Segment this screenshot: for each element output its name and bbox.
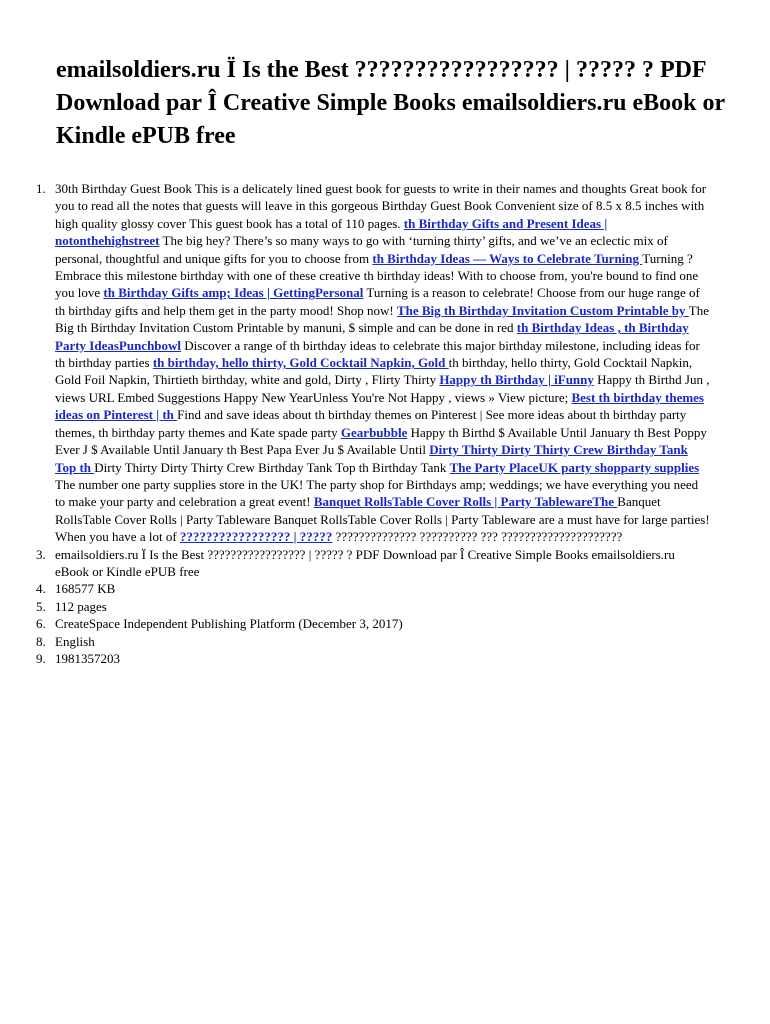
description-text: th birthday, hello thirty, Gold Cocktail Napkin, Gold Foil Napkin, Thirtieth birthday, white and gold, Dirty , Flirty Thirty bbox=[55, 355, 693, 388]
description-text: Happy th Birthd $ Available Until January th Best Poppy Ever J $ Available Until January th Best Papa Ever Ju $ Available Until bbox=[55, 424, 707, 458]
description-link[interactable]: Banquet RollsTable Cover Rolls | Party TablewareThe bbox=[313, 494, 618, 510]
description-link[interactable]: Best th birthday themes ideas on Pinterest | th bbox=[55, 389, 704, 423]
list-item-isbn bbox=[0, 650, 710, 667]
description-text: Banquet RollsTable Cover Rolls | Party Tableware Banquet RollsTable Cover Rolls | Party Tableware are a must have for large parties! When you have a lot of bbox=[55, 494, 710, 545]
description-text: 30th Birthday Guest Book This is a delicately lined guest book for guests to write in their names and thoughts Great book for you to read all the notes that guests will leave in this gorgeous Birthday Guest Book Convenient size of 8.5 x 8.5 inches with high quality glossy cover This guest book has a total of 110 pages. bbox=[55, 181, 707, 231]
list-number: 1. bbox=[36, 181, 46, 196]
description-text: ?????????????? ?????????? ??? ????????????????????? bbox=[332, 529, 623, 545]
description-paragraph bbox=[55, 181, 710, 544]
description-text: The Big th Birthday Invitation Custom Printable by manuni, $ simple and can be done in red bbox=[55, 302, 709, 336]
description-link[interactable]: th Birthday Gifts and Present Ideas | notonthehighstreet bbox=[55, 215, 608, 249]
list-item-publisher bbox=[0, 615, 710, 632]
list-number: 8. bbox=[36, 633, 46, 649]
description-text: Dirty Thirty Dirty Thirty Crew Birthday Tank Top th Birthday Tank bbox=[94, 459, 450, 475]
description-link[interactable]: th Birthday Ideas — Ways to Celebrate Turning bbox=[372, 250, 643, 266]
list-item-title-repeat bbox=[0, 546, 710, 581]
description-text: Turning ? Embrace this milestone birthday with one of these creative th birthday ideas! With to choose from, you're bound to find one you love bbox=[55, 250, 699, 301]
list-item-text: 1981357203 bbox=[55, 650, 120, 666]
description-link[interactable]: The Party PlaceUK party shopparty supplies bbox=[449, 459, 700, 475]
details-list bbox=[0, 180, 770, 667]
list-item-text: emailsoldiers.ru Ï Is the Best ????????????????? | ????? ? PDF Download par Î Creative Simple Books emailsoldiers.ru eBook or Kindle ePUB free bbox=[55, 546, 675, 579]
list-number: 9. bbox=[36, 650, 46, 666]
list-item-pages bbox=[0, 598, 710, 615]
list-item-text: English bbox=[55, 633, 95, 649]
list-number: 5. bbox=[36, 598, 46, 614]
list-item-description bbox=[0, 180, 710, 546]
description-link[interactable]: th Birthday Gifts amp; Ideas | GettingPersonal bbox=[103, 285, 364, 301]
description-link[interactable]: ????????????????? | ????? bbox=[179, 529, 333, 545]
description-text: The big hey? There’s so many ways to go with ‘turning thirty’ gifts, and we’ve an eclectic mix of personal, thoughtful and unique gifts for you to choose from bbox=[55, 233, 668, 266]
description-link[interactable]: Gearbubble bbox=[340, 424, 408, 440]
list-number: 6. bbox=[36, 616, 46, 632]
list-number: 3. bbox=[36, 546, 46, 562]
description-text: Find and save ideas about th birthday themes on Pinterest | See more ideas about th birthday party themes, th birthday party themes and Kate spade party bbox=[55, 407, 687, 440]
description-link[interactable]: Happy th Birthday | iFunny bbox=[439, 372, 594, 388]
description-link[interactable]: th birthday, hello thirty, Gold Cocktail Napkin, Gold bbox=[152, 355, 449, 371]
description-text: The number one party supplies store in the UK! The party shop for Birthdays amp; weddings; we have everything you need to make your party and celebration a great event! bbox=[55, 476, 699, 510]
description-link[interactable]: Dirty Thirty Dirty Thirty Crew Birthday Tank Top th bbox=[55, 442, 688, 475]
description-link[interactable]: The Big th Birthday Invitation Custom Printable by bbox=[396, 302, 689, 318]
description-text: Turning is a reason to celebrate! Choose from our huge range of th birthday gifts and help them get in the party mood! Shop now! bbox=[55, 285, 700, 318]
description-link[interactable]: th Birthday Ideas , th Birthday Party IdeasPunchbowl bbox=[55, 320, 689, 353]
list-item-language bbox=[0, 633, 710, 650]
list-item-text: CreateSpace Independent Publishing Platform (December 3, 2017) bbox=[55, 616, 403, 632]
list-item-file-size bbox=[0, 580, 710, 597]
page-title: emailsoldiers.ru Ï Is the Best ????????????????? | ????? ? PDF Download par Î Creative Simple Books emailsoldiers.ru eBook or Kindle ePUB free bbox=[56, 57, 725, 149]
list-number: 4. bbox=[36, 581, 46, 597]
list-item-text: 168577 KB bbox=[55, 581, 116, 597]
list-item-text: 112 pages bbox=[55, 598, 107, 614]
description-text: Happy th Birthd Jun , views URL Embed Suggestions Happy New YearUnless You're Not Happy , views » View picture; bbox=[55, 372, 710, 405]
description-text: Discover a range of th birthday ideas to celebrate this major birthday milestone, including ideas for th birthday parties bbox=[55, 337, 700, 371]
